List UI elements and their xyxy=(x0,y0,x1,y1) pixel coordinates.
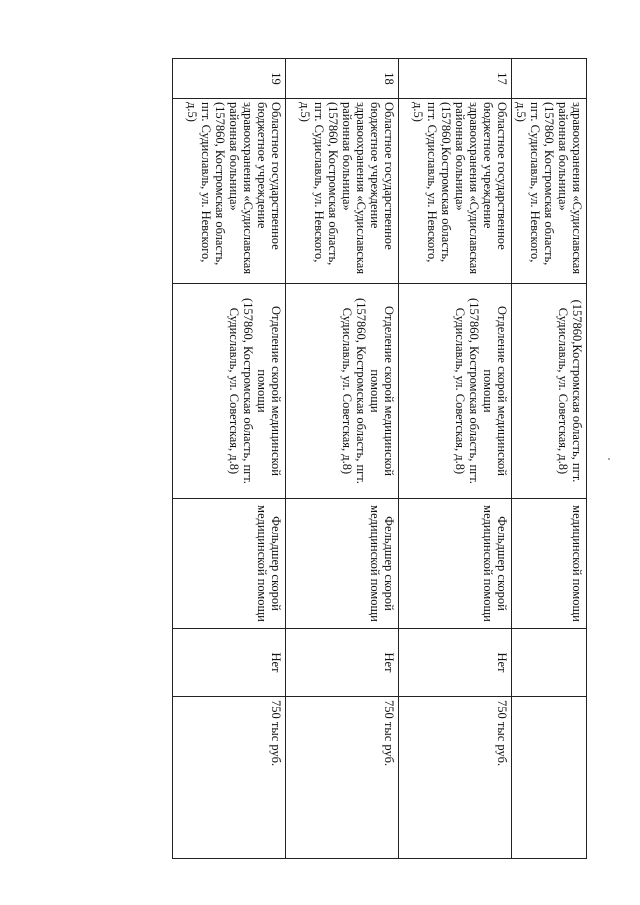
position-cell: Фельдшер скорой медицинской помощи xyxy=(286,499,399,629)
organization-cell: здравоохранения «Судиславская районная больница» (157860, Костромская область, пгт. Судиславль, ул. Невского, д.5) xyxy=(512,99,587,284)
table-row xyxy=(286,59,399,859)
scan-speck xyxy=(608,458,610,460)
table-row xyxy=(399,59,512,859)
table-row xyxy=(173,59,286,859)
rotated-document-page xyxy=(185,58,587,858)
department-cell: Отделение скорой медицинской помощи (157860, Костромская область, пгт. Судиславль, ул. Советская, д.8) xyxy=(286,284,399,499)
amount-cell xyxy=(512,697,587,859)
amount-cell: 750 тыс руб. xyxy=(399,697,512,859)
flag-cell: Нет xyxy=(173,629,286,697)
organization-cell: Областное государственное бюджетное учреждение здравоохранения «Судиславская районная больница» (157860, Костромская область, пгт. Судиславль, ул. Невского, д.5) xyxy=(173,99,286,284)
row-number-cell: 19 xyxy=(173,59,286,99)
position-cell: Фельдшер скорой медицинской помощи xyxy=(399,499,512,629)
vacancy-table xyxy=(172,58,587,859)
department-cell: (157860,Костромская область, пгт. Судиславль, ул. Советская, д.8) xyxy=(512,284,587,499)
department-cell: Отделение скорой медицинской помощи (157860, Костромская область, пгт. Судиславль, ул. Советская, д.8) xyxy=(173,284,286,499)
organization-cell: Областное государственное бюджетное учреждение здравоохранения «Судиславская районная больница» (157860,Костромская область, пгт. Судиславль, ул. Невского, д.5) xyxy=(399,99,512,284)
table-row xyxy=(512,59,587,859)
position-cell: медицинской помощи xyxy=(512,499,587,629)
amount-cell: 750 тыс руб. xyxy=(173,697,286,859)
organization-cell: Областное государственное бюджетное учреждение здравоохранения «Судиславская районная больница» (157860, Костромская область, пгт. Судиславль, ул. Невского, д.5) xyxy=(286,99,399,284)
row-number-cell: 17 xyxy=(399,59,512,99)
department-cell: Отделение скорой медицинской помощи (157860, Костромская область, пгт. Судиславль, ул. Советская, д.8) xyxy=(399,284,512,499)
row-number-cell xyxy=(512,59,587,99)
flag-cell: Нет xyxy=(286,629,399,697)
flag-cell: Нет xyxy=(399,629,512,697)
position-cell: Фельдшер скорой медицинской помощи xyxy=(173,499,286,629)
amount-cell: 750 тыс руб. xyxy=(286,697,399,859)
row-number-cell: 18 xyxy=(286,59,399,99)
flag-cell xyxy=(512,629,587,697)
